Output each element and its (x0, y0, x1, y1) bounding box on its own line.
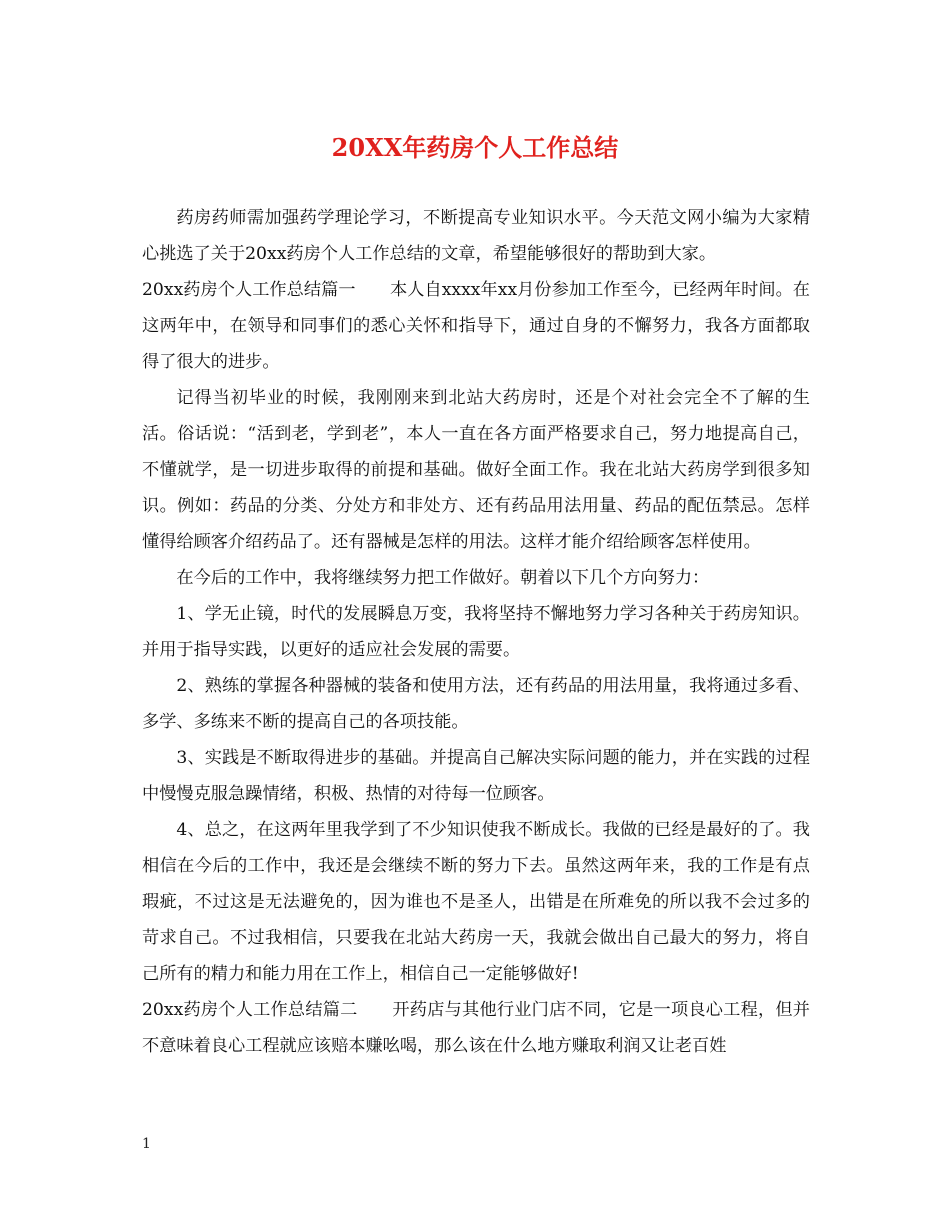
paragraph-part-two: 20xx药房个人工作总结篇二 开药店与其他行业门店不同，它是一项良心工程，但并不意味着良心工程就应该赔本赚吆喝，那么该在什么地方赚取利润又让老百姓 (142, 1000, 810, 1056)
paragraph-part-one: 20xx药房个人工作总结篇一 本人自xxxx年xx月份参加工作至今，已经两年时间。在这两年中，在领导和同事们的悉心关怀和指导下，通过自身的不懈努力，我各方面都取得了很大的进步。 (142, 280, 810, 372)
paragraph-graduation: 记得当初毕业的时候，我刚刚来到北站大药房时，还是个对社会完全不了解的生活。俗话说：“活到老，学到老”，本人一直在各方面严格要求自己，努力地提高自己，不懂就学，是一切进步取得的前提和基础。做好全面工作。我在北站大药房学到很多知识。例如：药品的分类、分处方和非处方、还有药品用法用量、药品的配伍禁忌。怎样懂得给顾客介绍药品了。还有器械是怎样的用法。这样才能介绍给顾客怎样使用。 (142, 388, 810, 552)
paragraph-future-work: 在今后的工作中，我将继续努力把工作做好。朝着以下几个方向努力： (176, 568, 710, 588)
list-item-4: 4、总之，在这两年里我学到了不少知识使我不断成长。我做的已经是最好的了。我相信在今后的工作中，我还是会继续不断的努力下去。虽然这两年来，我的工作是有点瑕疵，不过这是无法避免的，因为谁也不是圣人，出错是在所难免的所以我不会过多的苛求自己。不过我相信，只要我在北站大药房一天，我就会做出自己最大的努力，将自己所有的精力和能力用在工作上，相信自己一定能够做好! (142, 820, 810, 984)
paragraph-intro: 药房药师需加强药学理论学习，不断提高专业知识水平。今天范文网小编为大家精心挑选了关于20xx药房个人工作总结的文章，希望能够很好的帮助到大家。 (142, 208, 810, 264)
list-item-1: 1、学无止镜，时代的发展瞬息万变，我将坚持不懈地努力学习各种关于药房知识。并用于指导实践，以更好的适应社会发展的需要。 (142, 604, 810, 660)
document-title: 20XX年药房个人工作总结 (331, 133, 619, 162)
list-item-3: 3、实践是不断取得进步的基础。并提高自己解决实际问题的能力，并在实践的过程中慢慢克服急躁情绪，积极、热情的对待每一位顾客。 (142, 748, 810, 804)
list-item-2: 2、熟练的掌握各种器械的装备和使用方法，还有药品的用法用量，我将通过多看、多学、多练来不断的提高自己的各项技能。 (142, 676, 810, 732)
page-number: 1 (142, 1136, 151, 1152)
document-body (142, 200, 810, 1064)
